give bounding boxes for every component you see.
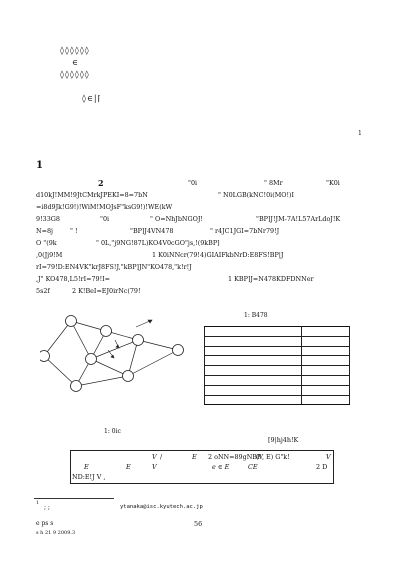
graph-node: [173, 345, 184, 356]
header-line-1: ◊◊◊◊◊◊: [60, 46, 90, 55]
header-line-3: ◊◊◊◊◊◊: [60, 70, 90, 79]
graph-node: [101, 326, 112, 337]
graph-arrows: [108, 320, 152, 358]
journal-line-1: e ps s: [36, 520, 54, 527]
def-line-3: ND:E!J V ,: [72, 473, 106, 481]
body-line-6a: O "(9k: [36, 239, 57, 247]
header-line-2: ∈: [72, 58, 79, 67]
body-line-4b: "0i: [100, 215, 110, 223]
body-line-9a: ,J" KO478,L5!rI=79!I=: [36, 275, 111, 283]
journal-line-2: s h 21 9 2009.3: [36, 530, 76, 536]
body-line-4a: 9!33G8: [36, 215, 60, 223]
footnote-email[interactable]: ytanaka@isc.kyutech.ac.jp: [120, 504, 203, 510]
def-line-2b: E: [126, 463, 131, 471]
graph-caption: 1: 0ic: [104, 428, 121, 435]
footnote-rule: [34, 498, 114, 499]
footnote-mark: 1: [36, 501, 39, 506]
def-line-1b: /: [160, 453, 163, 461]
body-line-2a: d10kJ!MM!9JtCMrkJPEKI=8=7bN: [36, 191, 148, 199]
margin-mark: 1: [358, 130, 362, 137]
def-line-2c: V: [152, 463, 157, 471]
body-line-5b: " !: [70, 227, 78, 235]
body-line-2b: " N0LGB(kNC!0i(MO!)I: [218, 191, 295, 199]
def-line-1f: V: [326, 453, 331, 461]
def-line-2a: E: [84, 463, 89, 471]
graph-node: [133, 335, 144, 346]
def-line-2d: e ∈ E: [212, 463, 230, 471]
page-number: 56: [194, 520, 203, 528]
body-line-5c: "BP]J4VN478: [130, 227, 174, 235]
def-line-2f: 2 D: [316, 463, 328, 471]
def-line-1a: V: [152, 453, 157, 461]
body-line-3a: =i8d9Jk!G9!)!WiM!MOJsF"ksG9!)!WE(kW: [36, 203, 173, 211]
body-line-1b: "0i: [188, 179, 198, 187]
graph-nodes: [40, 316, 184, 392]
footnote-glyphs: ; ;: [44, 504, 50, 511]
graph-node: [86, 354, 97, 365]
def-line-2e: CE: [248, 463, 258, 471]
table-row: [205, 346, 350, 356]
body-line-8a: rI=79!D:EN4VK"krJ8FS!J,"kBP]JN"KO478,"k!r!J: [36, 263, 192, 271]
body-line-5a: N=8j: [36, 227, 53, 235]
table-row: [205, 395, 350, 405]
body-line-1c: " 8Mr: [264, 179, 283, 187]
table-row: [205, 327, 350, 337]
def-line-1c: E: [192, 453, 197, 461]
graph-node: [71, 381, 82, 392]
data-table: [204, 326, 350, 405]
def-line-1d: 2 oNN=89gNBP: [208, 453, 262, 461]
graph-figure: [40, 310, 190, 405]
body-line-9b: 1 KBP]J=N478KDFDNNer: [228, 275, 314, 283]
table-caption: 1: B478: [244, 312, 268, 319]
body-line-10b: 2 K!BeI=EJ0irNc(79!: [72, 287, 141, 295]
section-number: 1: [36, 160, 43, 171]
table-row: [205, 336, 350, 346]
body-line-4c: " O=NhJbNGOJ!: [150, 215, 203, 223]
graph-node: [123, 371, 134, 382]
body-line-10a: 5s2f: [36, 287, 50, 295]
graph-node: [40, 351, 50, 362]
body-line-1d: "K0i: [326, 179, 340, 187]
right-note: [9|hj4h!K: [268, 436, 299, 444]
table-row: [205, 356, 350, 366]
definition-box: [70, 450, 334, 484]
body-line-6b: " 0L,"j9NG!87L)KO4V0cGO"js,!(9kBP]: [96, 239, 220, 247]
graph-node: [66, 316, 77, 327]
body-line-7a: ,0(Jj9!M: [36, 251, 63, 259]
def-line-1e: (V, E) G"k!: [256, 453, 290, 461]
body-line-7b: 1 K0iNNcr(79!4)GIAIFkbNrD:E8FS!BP|J: [152, 251, 284, 259]
table-row: [205, 366, 350, 376]
subsection-number: 2: [98, 178, 104, 188]
table-row: [205, 375, 350, 385]
header-line-4: ◊∈|⌈: [82, 94, 102, 103]
table-row: [205, 385, 350, 395]
body-line-5d: " r4JC1JGI=7bNr79!J: [210, 227, 280, 235]
body-line-4d: "BP]J!JM-7A!L57ArLdoJ!K: [256, 215, 341, 223]
